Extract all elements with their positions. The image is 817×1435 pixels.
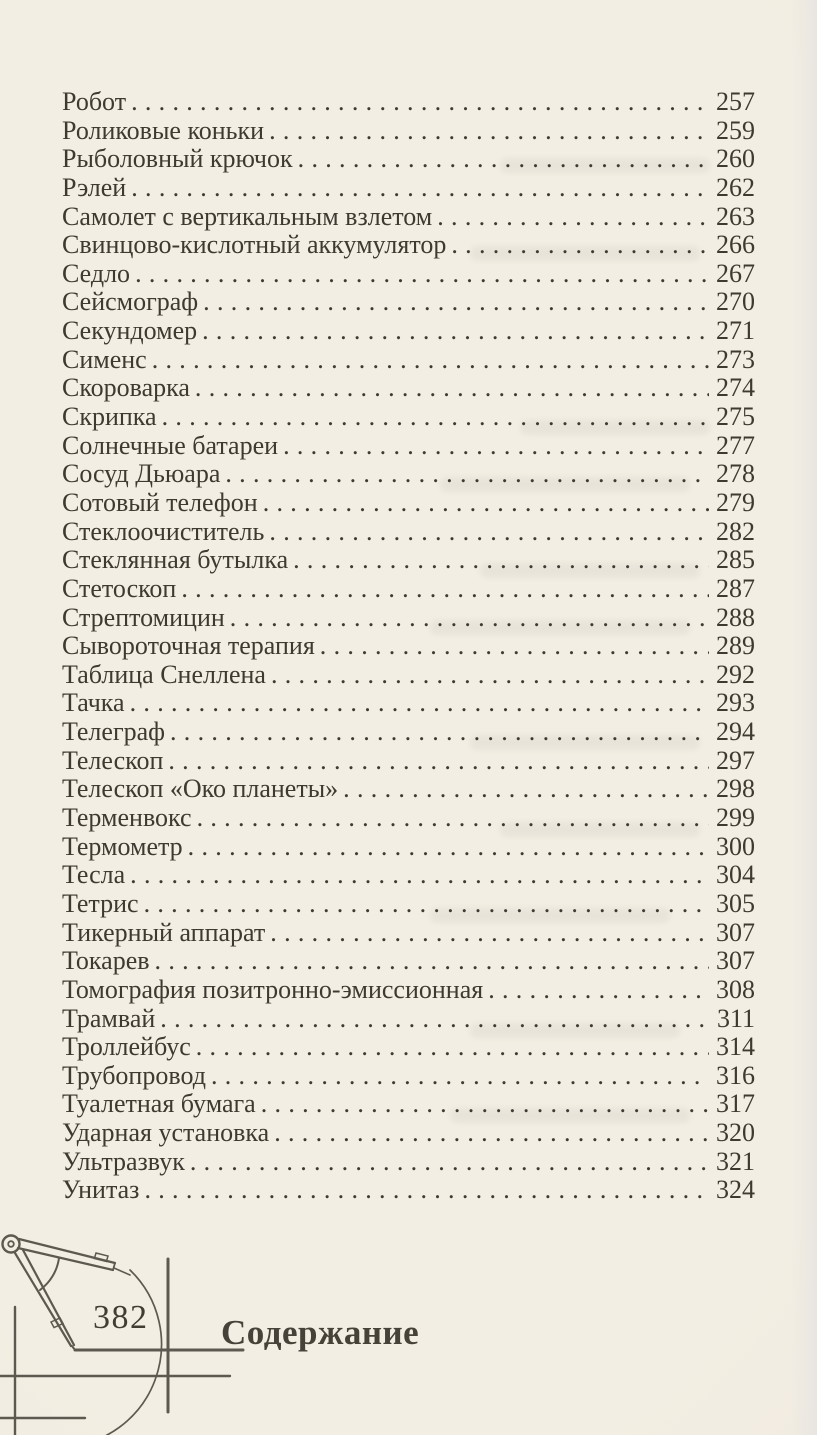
toc-entry-page-number: 304 (716, 860, 755, 890)
leader-dots (211, 1062, 709, 1091)
toc-entry-title: Ультразвук (62, 1146, 185, 1176)
toc-entry-title: Стеклоочиститель (62, 516, 265, 546)
toc-entry-title: Робот (62, 87, 127, 116)
toc-entry (62, 518, 755, 547)
table-of-contents (62, 88, 755, 1205)
toc-entry-page-number: 262 (716, 172, 755, 202)
toc-entry-page-number: 288 (716, 602, 755, 632)
toc-entry-title: Солнечные батареи (62, 430, 279, 460)
leader-dots (293, 546, 709, 575)
toc-entry-page-number: 294 (716, 717, 755, 747)
toc-entry (62, 747, 755, 776)
toc-entry-page-number: 257 (716, 87, 755, 116)
leader-dots (197, 804, 709, 833)
toc-entry-page-number: 274 (716, 373, 755, 403)
toc-entry-page-number: 317 (716, 1089, 755, 1119)
toc-entry-title: Секундомер (62, 316, 198, 346)
toc-entry-page-number: 308 (716, 974, 755, 1004)
leader-dots (437, 203, 709, 232)
toc-entry (62, 661, 755, 690)
leader-dots (130, 861, 709, 890)
toc-entry-page-number: 311 (716, 1003, 755, 1033)
toc-entry-title: Телескоп (62, 745, 164, 775)
leader-dots (130, 689, 709, 718)
toc-entry-title: Томография позитронно-эмиссионная (62, 974, 484, 1004)
toc-entry (62, 174, 755, 203)
toc-entry (62, 403, 755, 432)
toc-entry-title: Троллейбус (62, 1032, 191, 1062)
leader-dots (196, 1033, 709, 1062)
toc-entry (62, 460, 755, 489)
toc-entry-title: Самолет с вертикальным взлетом (62, 201, 433, 231)
toc-entry-title: Тикерный аппарат (62, 917, 266, 947)
toc-entry (62, 976, 755, 1005)
toc-entry-page-number: 266 (716, 230, 755, 260)
toc-entry (62, 260, 755, 289)
leader-dots (131, 174, 709, 203)
toc-entry-page-number: 298 (716, 774, 755, 804)
toc-entry (62, 203, 755, 232)
leader-dots (160, 1005, 709, 1034)
toc-entry (62, 604, 755, 633)
toc-entry-title: Тачка (62, 688, 125, 718)
toc-entry (62, 804, 755, 833)
toc-entry-page-number: 278 (716, 459, 755, 489)
toc-entry-title: Унитаз (62, 1175, 140, 1205)
toc-entry-title: Таблица Снеллена (62, 659, 266, 689)
toc-entry-page-number: 307 (716, 917, 755, 947)
leader-dots (181, 575, 709, 604)
leader-dots (343, 775, 709, 804)
toc-entry-page-number: 260 (716, 144, 755, 174)
toc-entry-title: Стетоскоп (62, 573, 177, 603)
toc-entry (62, 1005, 755, 1034)
toc-entry (62, 145, 755, 174)
toc-entry-title: Тетрис (62, 888, 139, 918)
toc-entry (62, 117, 755, 146)
leader-dots (155, 947, 709, 976)
toc-entry-page-number: 259 (716, 115, 755, 145)
toc-entry (62, 1033, 755, 1062)
leader-dots (144, 1176, 709, 1205)
toc-entry-title: Скрипка (62, 402, 157, 432)
toc-entry-title: Сименс (62, 344, 147, 374)
leader-dots (168, 747, 709, 776)
toc-entry-title: Свинцово-кислотный аккумулятор (62, 230, 447, 260)
toc-entry (62, 833, 755, 862)
toc-entry (62, 775, 755, 804)
leader-dots (190, 1148, 709, 1177)
toc-entry (62, 546, 755, 575)
toc-entry (62, 88, 755, 117)
leader-dots (202, 317, 709, 346)
chapter-title: Содержание (221, 1313, 420, 1352)
toc-entry-page-number: 307 (716, 946, 755, 976)
leader-dots (261, 1090, 709, 1119)
leader-dots (269, 518, 709, 547)
leader-dots (188, 833, 709, 862)
toc-entry (62, 231, 755, 260)
toc-entry-title: Сывороточная терапия (62, 631, 315, 661)
toc-entry (62, 1062, 755, 1091)
toc-entry-title: Скороварка (62, 373, 190, 403)
toc-entry-page-number: 289 (716, 631, 755, 661)
leader-dots (298, 145, 709, 174)
toc-entry-page-number: 299 (716, 803, 755, 833)
leader-dots (283, 432, 709, 461)
toc-entry-title: Рыболовный крючок (62, 144, 293, 174)
toc-entry (62, 489, 755, 518)
toc-entry (62, 1176, 755, 1205)
toc-entry (62, 632, 755, 661)
toc-entry-title: Стрептомицин (62, 602, 225, 632)
toc-entry (62, 575, 755, 604)
toc-entry-title: Телеграф (62, 717, 165, 747)
leader-dots (203, 288, 709, 317)
toc-entry-title: Стеклянная бутылка (62, 545, 289, 575)
toc-entry-title: Туалетная бумага (62, 1089, 256, 1119)
leader-dots (135, 260, 709, 289)
leader-dots (131, 88, 709, 117)
toc-entry-title: Трамвай (62, 1003, 156, 1033)
toc-entry-page-number: 273 (716, 344, 755, 374)
toc-entry-page-number: 270 (716, 287, 755, 317)
toc-entry (62, 890, 755, 919)
toc-entry-page-number: 314 (716, 1032, 755, 1062)
toc-entry-page-number: 297 (716, 745, 755, 775)
toc-entry-page-number: 321 (716, 1146, 755, 1176)
toc-entry (62, 1148, 755, 1177)
toc-entry-page-number: 287 (716, 573, 755, 603)
leader-dots (170, 718, 709, 747)
toc-entry-page-number: 275 (716, 402, 755, 432)
toc-entry-title: Седло (62, 258, 131, 288)
toc-entry-page-number: 320 (716, 1118, 755, 1148)
toc-entry (62, 346, 755, 375)
toc-entry (62, 689, 755, 718)
toc-entry-title: Токарев (62, 946, 150, 976)
toc-entry (62, 374, 755, 403)
toc-entry-page-number: 277 (716, 430, 755, 460)
toc-entry-page-number: 293 (716, 688, 755, 718)
leader-dots (144, 890, 709, 919)
toc-entry (62, 718, 755, 747)
leader-dots (162, 403, 709, 432)
toc-entry-title: Роликовые коньки (62, 115, 265, 145)
toc-entry (62, 861, 755, 890)
toc-entry-page-number: 324 (716, 1175, 755, 1205)
toc-entry-page-number: 263 (716, 201, 755, 231)
toc-entry-page-number: 271 (716, 316, 755, 346)
toc-entry-page-number: 279 (716, 487, 755, 517)
toc-entry (62, 1090, 755, 1119)
toc-entry-title: Телескоп «Око планеты» (62, 774, 339, 804)
leader-dots (152, 346, 709, 375)
toc-entry (62, 1119, 755, 1148)
toc-entry-title: Терменвокс (62, 803, 192, 833)
toc-entry-title: Рэлей (62, 172, 127, 202)
leader-dots (195, 374, 709, 403)
toc-entry (62, 288, 755, 317)
toc-entry-title: Ударная установка (62, 1118, 270, 1148)
toc-entry-page-number: 285 (716, 545, 755, 575)
leader-dots (488, 976, 709, 1005)
toc-entry-title: Трубопровод (62, 1060, 206, 1090)
toc-entry-page-number: 300 (716, 831, 755, 861)
leader-dots (230, 604, 709, 633)
scan-page-edge (791, 0, 817, 1435)
toc-entry-title: Тесла (62, 860, 126, 890)
toc-entry-page-number: 316 (716, 1060, 755, 1090)
toc-entry (62, 432, 755, 461)
toc-entry-title: Термометр (62, 831, 183, 861)
leader-dots (270, 919, 709, 948)
page-number: 382 (93, 1299, 149, 1336)
leader-dots (451, 231, 709, 260)
leader-dots (271, 661, 709, 690)
toc-entry-page-number: 282 (716, 516, 755, 546)
toc-entry-title: Сотовый телефон (62, 487, 258, 517)
leader-dots (320, 632, 709, 661)
toc-entry-page-number: 305 (716, 888, 755, 918)
toc-entry-title: Сейсмограф (62, 287, 199, 317)
toc-entry (62, 317, 755, 346)
leader-dots (225, 460, 709, 489)
leader-dots (269, 117, 709, 146)
toc-entry-page-number: 267 (716, 258, 755, 288)
toc-entry (62, 919, 755, 948)
leader-dots (274, 1119, 709, 1148)
toc-entry-title: Сосуд Дьюара (62, 459, 221, 489)
toc-entry-page-number: 292 (716, 659, 755, 689)
toc-entry (62, 947, 755, 976)
leader-dots (263, 489, 709, 518)
